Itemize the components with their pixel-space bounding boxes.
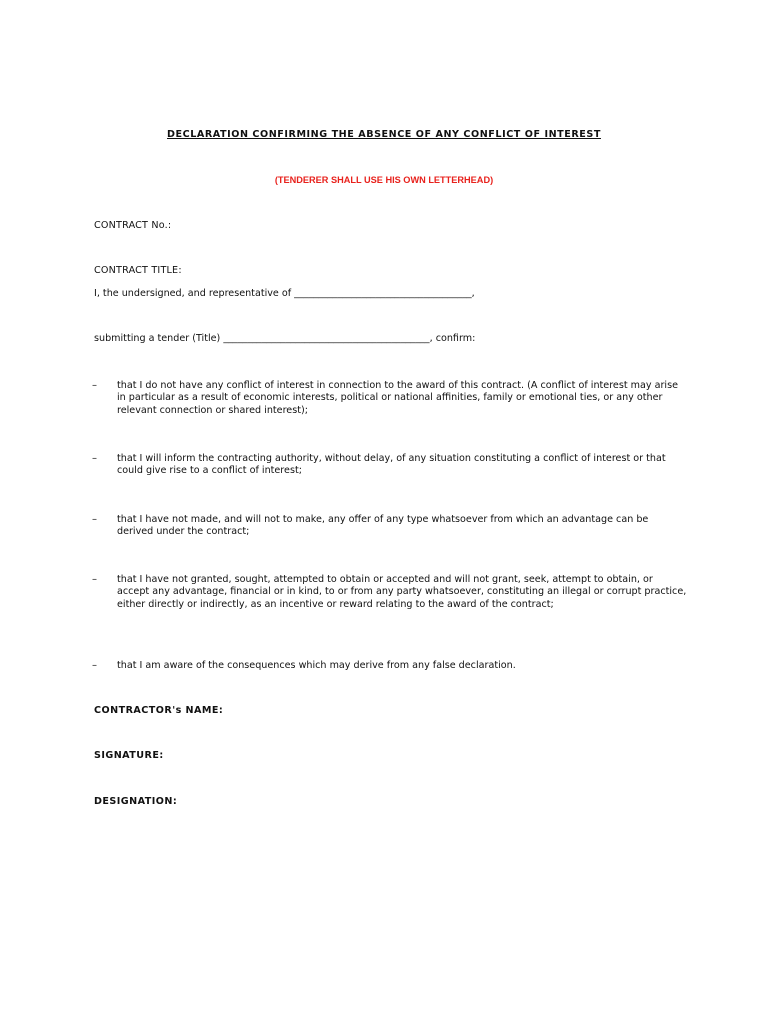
- bullet-dash: –: [92, 660, 97, 671]
- designation-label: DESIGNATION:: [94, 796, 178, 807]
- declaration-item-1: that I do not have any conflict of interest in connection to the award of this contract. (A conflict of interest may arise in particular as a result of economic interests, political or national affinities, family or emotional ties, or any other relevant connection or shared interest);: [117, 380, 678, 416]
- bullet-dash: –: [92, 574, 97, 585]
- declaration-item-4: that I have not granted, sought, attempted to obtain or accepted and will not grant, seek, attempt to obtain, or accept any advantage, financial or in kind, to or from any party whatsoever, constituting an illegal or corrupt practice, either directly or indirectly, as an incentive or reward relating to the award of the contract;: [117, 574, 687, 610]
- contract-number-label: CONTRACT No.:: [94, 220, 172, 231]
- submitting-tender-line: submitting a tender (Title) ___________________________________________, confirm:: [94, 333, 476, 344]
- declaration-item-5: that I am aware of the consequences which may derive from any false declaration.: [117, 660, 516, 671]
- bullet-dash: –: [92, 514, 97, 525]
- bullet-dash: –: [92, 453, 97, 464]
- signature-label: SIGNATURE:: [94, 750, 164, 761]
- contract-title-label: CONTRACT TITLE:: [94, 265, 182, 276]
- letterhead-note: (TENDERER SHALL USE HIS OWN LETTERHEAD): [274, 175, 494, 185]
- document-title: DECLARATION CONFIRMING THE ABSENCE OF ANY CONFLICT OF INTEREST: [167, 129, 601, 140]
- declaration-item-2: that I will inform the contracting authority, without delay, of any situation constituting a conflict of interest or that could give rise to a conflict of interest;: [117, 453, 666, 477]
- bullet-dash: –: [92, 380, 97, 391]
- representative-line: I, the undersigned, and representative of _____________________________________,: [94, 288, 475, 299]
- contractor-name-label: CONTRACTOR's NAME:: [94, 705, 224, 716]
- declaration-item-3: that I have not made, and will not to make, any offer of any type whatsoever from which an advantage can be derived under the contract;: [117, 514, 649, 538]
